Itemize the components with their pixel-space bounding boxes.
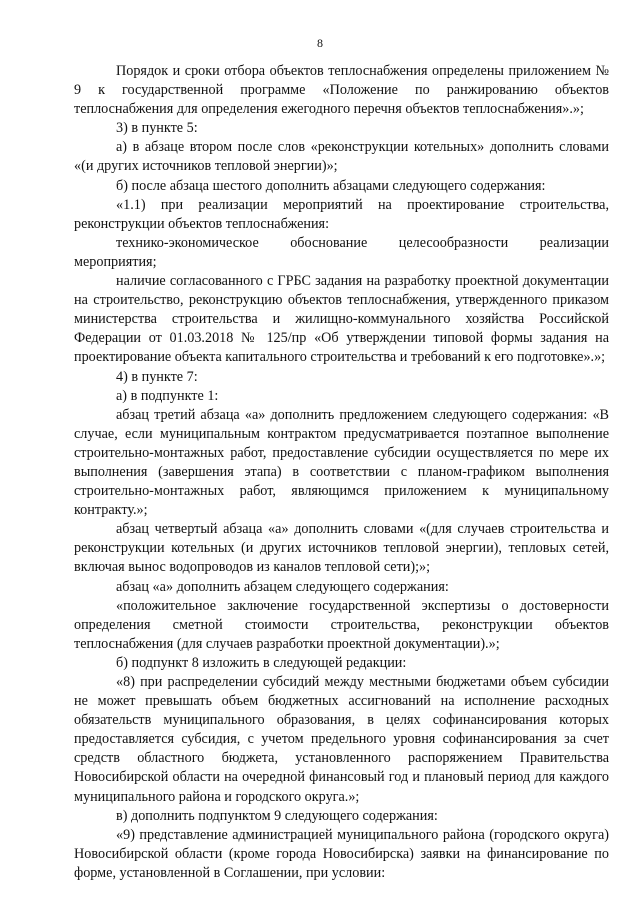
paragraph-item-4c: в) дополнить подпунктом 9 следующего содержания: (116, 807, 438, 824)
document-body (74, 62, 609, 883)
paragraph-abstract-a-addition: абзац «а» дополнить абзацем следующего содержания: (116, 578, 449, 595)
paragraph-item-3: 3) в пункте 5: (116, 120, 198, 137)
paragraph-item-4b: б) подпункт 8 изложить в следующей редакции: (116, 654, 407, 671)
paragraph-item-4a: а) в подпункте 1: (116, 387, 219, 404)
page-number: 8 (317, 36, 323, 50)
paragraph-clause-9: «9) представление администрацией муниципального района (городского округа) Новосибирской области (кроме города Новосибирска) заявки на финансирование по форме, установленной в Соглашении, при условии: (74, 826, 609, 881)
paragraph-item-4: 4) в пункте 7: (116, 368, 198, 385)
paragraph-state-expertise: «положительное заключение государственной экспертизы о достоверности определения сметной стоимости строительства, реконструкции объектов теплоснабжения (для случаев разработки проектной документации).»; (74, 597, 609, 652)
paragraph-design-assignment: наличие согласованного с ГРБС задания на разработку проектной документации на строительство, реконструкцию объектов теплоснабжения, утвержденного приказом министерства строительства и жилищно-коммунального хозяйства Российской Федерации от 01.03.2018 № 125/пр «Об утверждении типовой формы задания на проектирование объекта капитального строительства и требований к его подготовке».»; (74, 273, 609, 366)
paragraph-clause-8: «8) при распределении субсидий между местными бюджетами объем субсидии не может превышать объем бюджетных ассигнований на исполнение расходных обязательств муниципального образования, в целях софинансирования которых предоставляется субсидия, с учетом предельного уровня софинансирования за счет средств областного бюджета, установленного распоряжением Правительства Новосибирской области на очередной финансовый год и плановый период для каждого муниципального района и городского округа.»; (74, 674, 609, 805)
paragraph-feasibility: технико-экономическое обоснование целесообразности реализации мероприятия; (74, 234, 609, 270)
paragraph-selection-procedure: Порядок и сроки отбора объектов теплоснабжения определены приложением № 9 к государственной программе «Положение по ранжированию объектов теплоснабжения для определения ежегодного перечня объектов теплоснабжения».»; (74, 63, 609, 118)
paragraph-fourth-abstract: абзац четвертый абзаца «а» дополнить словами «(для случаев строительства и реконструкции котельных (и других источников тепловой энергии), тепловых сетей, включая вынос водопроводов из каналов тепловой сети);»; (74, 521, 609, 576)
paragraph-item-3a: а) в абзаце втором после слов «реконструкции котельных» дополнить словами «(и других источников тепловой энергии)»; (74, 139, 609, 175)
paragraph-item-3b: б) после абзаца шестого дополнить абзацами следующего содержания: (116, 177, 546, 194)
paragraph-third-abstract: абзац третий абзаца «а» дополнить предложением следующего содержания: «В случае, если муниципальным контрактом предусматривается поэтапное выполнение строительно-монтажных работ, предоставление субсидии осуществляется по мере их выполнения (завершения этапа) в соответствии с планом-графиком выполнения строительно-монтажных работ, являющимся приложением к муниципальному контракту.»; (74, 406, 609, 519)
paragraph-clause-1-1: «1.1) при реализации мероприятий на проектирование строительства, реконструкции объектов теплоснабжения: (74, 196, 609, 232)
